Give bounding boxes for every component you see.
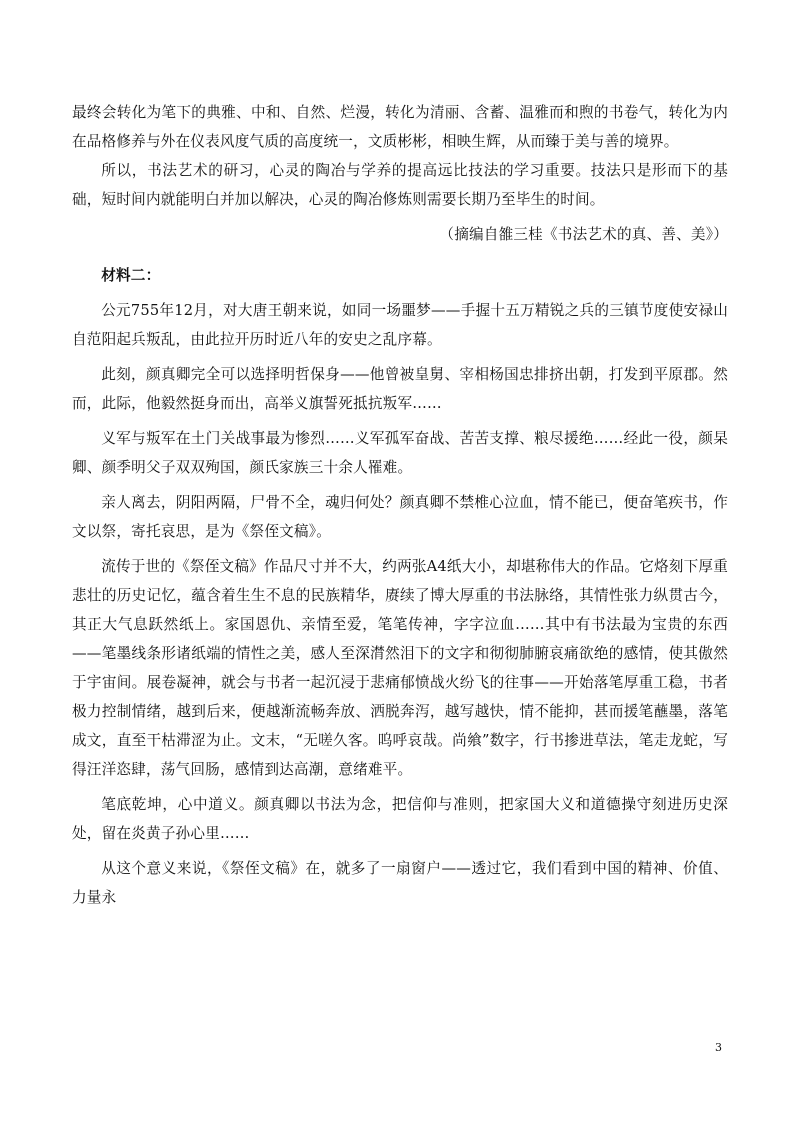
paragraph: 流传于世的《祭侄文稿》作品尺寸并不大，约两张A4纸大小，却堪称伟大的作品。它烙刻下厚重悲壮的历史记忆，蕴含着生生不息的民族精华，赓续了博大厚重的书法脉络，其情性张力纵贯古今，其正大气息跃然纸上。家国恩仇、亲情至爱，笔笔传神，字字泣血……其中有书法最为宝贵的东西——笔墨线条形诸纸端的情性之美，感人至深潸然泪下的文字和彻彻肺腑哀痛欲绝的感情，使其傲然于宇宙间。展卷凝神，就会与书者一起沉浸于悲痛郁愤战火纷飞的往事——开始落笔厚重工稳，书者极力控制情绪，越到后来，便越渐流畅奔放、洒脱奔泻，越写越快，情不能抑，甚而援笔蘸墨，落笔成文，直至干枯滞涩为止。文末，“无嗟久客。呜呼哀哉。尚飨”数字，行书掺进草法，笔走龙蛇，写得汪洋恣肆，荡气回肠，感情到达高潮，意绪难平。 — [72, 558, 728, 778]
paragraph: 义军与叛军在土门关战事最为惨烈……义军孤军奋战、苦苦支撑、粮尽援绝……经此一役，颜杲卿、颜季明父子双双殉国，颜氏家族三十余人罹难。 — [72, 430, 728, 476]
paragraph: 所以，书法艺术的研习，心灵的陶冶与学养的提高远比技法的学习重要。技法只是形而下的基础，短时间内就能明白并加以解决，心灵的陶冶修炼则需要长期乃至毕生的时间。 — [72, 162, 728, 208]
page-number: 3 — [715, 1041, 722, 1054]
document-body — [72, 98, 728, 912]
paragraph: 从这个意义来说，《祭侄文稿》在，就多了一扇窗户——透过它，我们看到中国的精神、价值、力量永 — [72, 860, 728, 906]
citation-source: （摘编自雒三桂《书法艺术的真、善、美》） — [439, 226, 728, 243]
paragraph: 公元755年12月，对大唐王朝来说，如同一场噩梦——手握十五万精锐之兵的三镇节度使安禄山自范阳起兵叛乱，由此拉开历时近八年的安史之乱序幕。 — [72, 302, 728, 348]
paragraph: 笔底乾坤，心中道义。颜真卿以书法为念，把信仰与准则，把家国大义和道德操守刻进历史深处，留在炎黄子孙心里…… — [72, 796, 728, 842]
paragraph: 此刻，颜真卿完全可以选择明哲保身——他曾被皇舅、宰相杨国忠排挤出朝，打发到平原郡。然而，此际，他毅然挺身而出，高举义旗誓死抵抗叛军…… — [72, 366, 728, 412]
paragraph: 亲人离去，阴阳两隔，尸骨不全，魂归何处？颜真卿不禁椎心泣血，情不能已，便奋笔疾书，作文以祭，寄托哀思，是为《祭侄文稿》。 — [72, 494, 728, 540]
section-heading: 材料二： — [101, 267, 161, 284]
paragraph: 最终会转化为笔下的典雅、中和、自然、烂漫，转化为清丽、含蓄、温雅而和煦的书卷气，转化为内在品格修养与外在仪表风度气质的高度统一，文质彬彬，相映生辉，从而臻于美与善的境界。 — [72, 104, 728, 150]
